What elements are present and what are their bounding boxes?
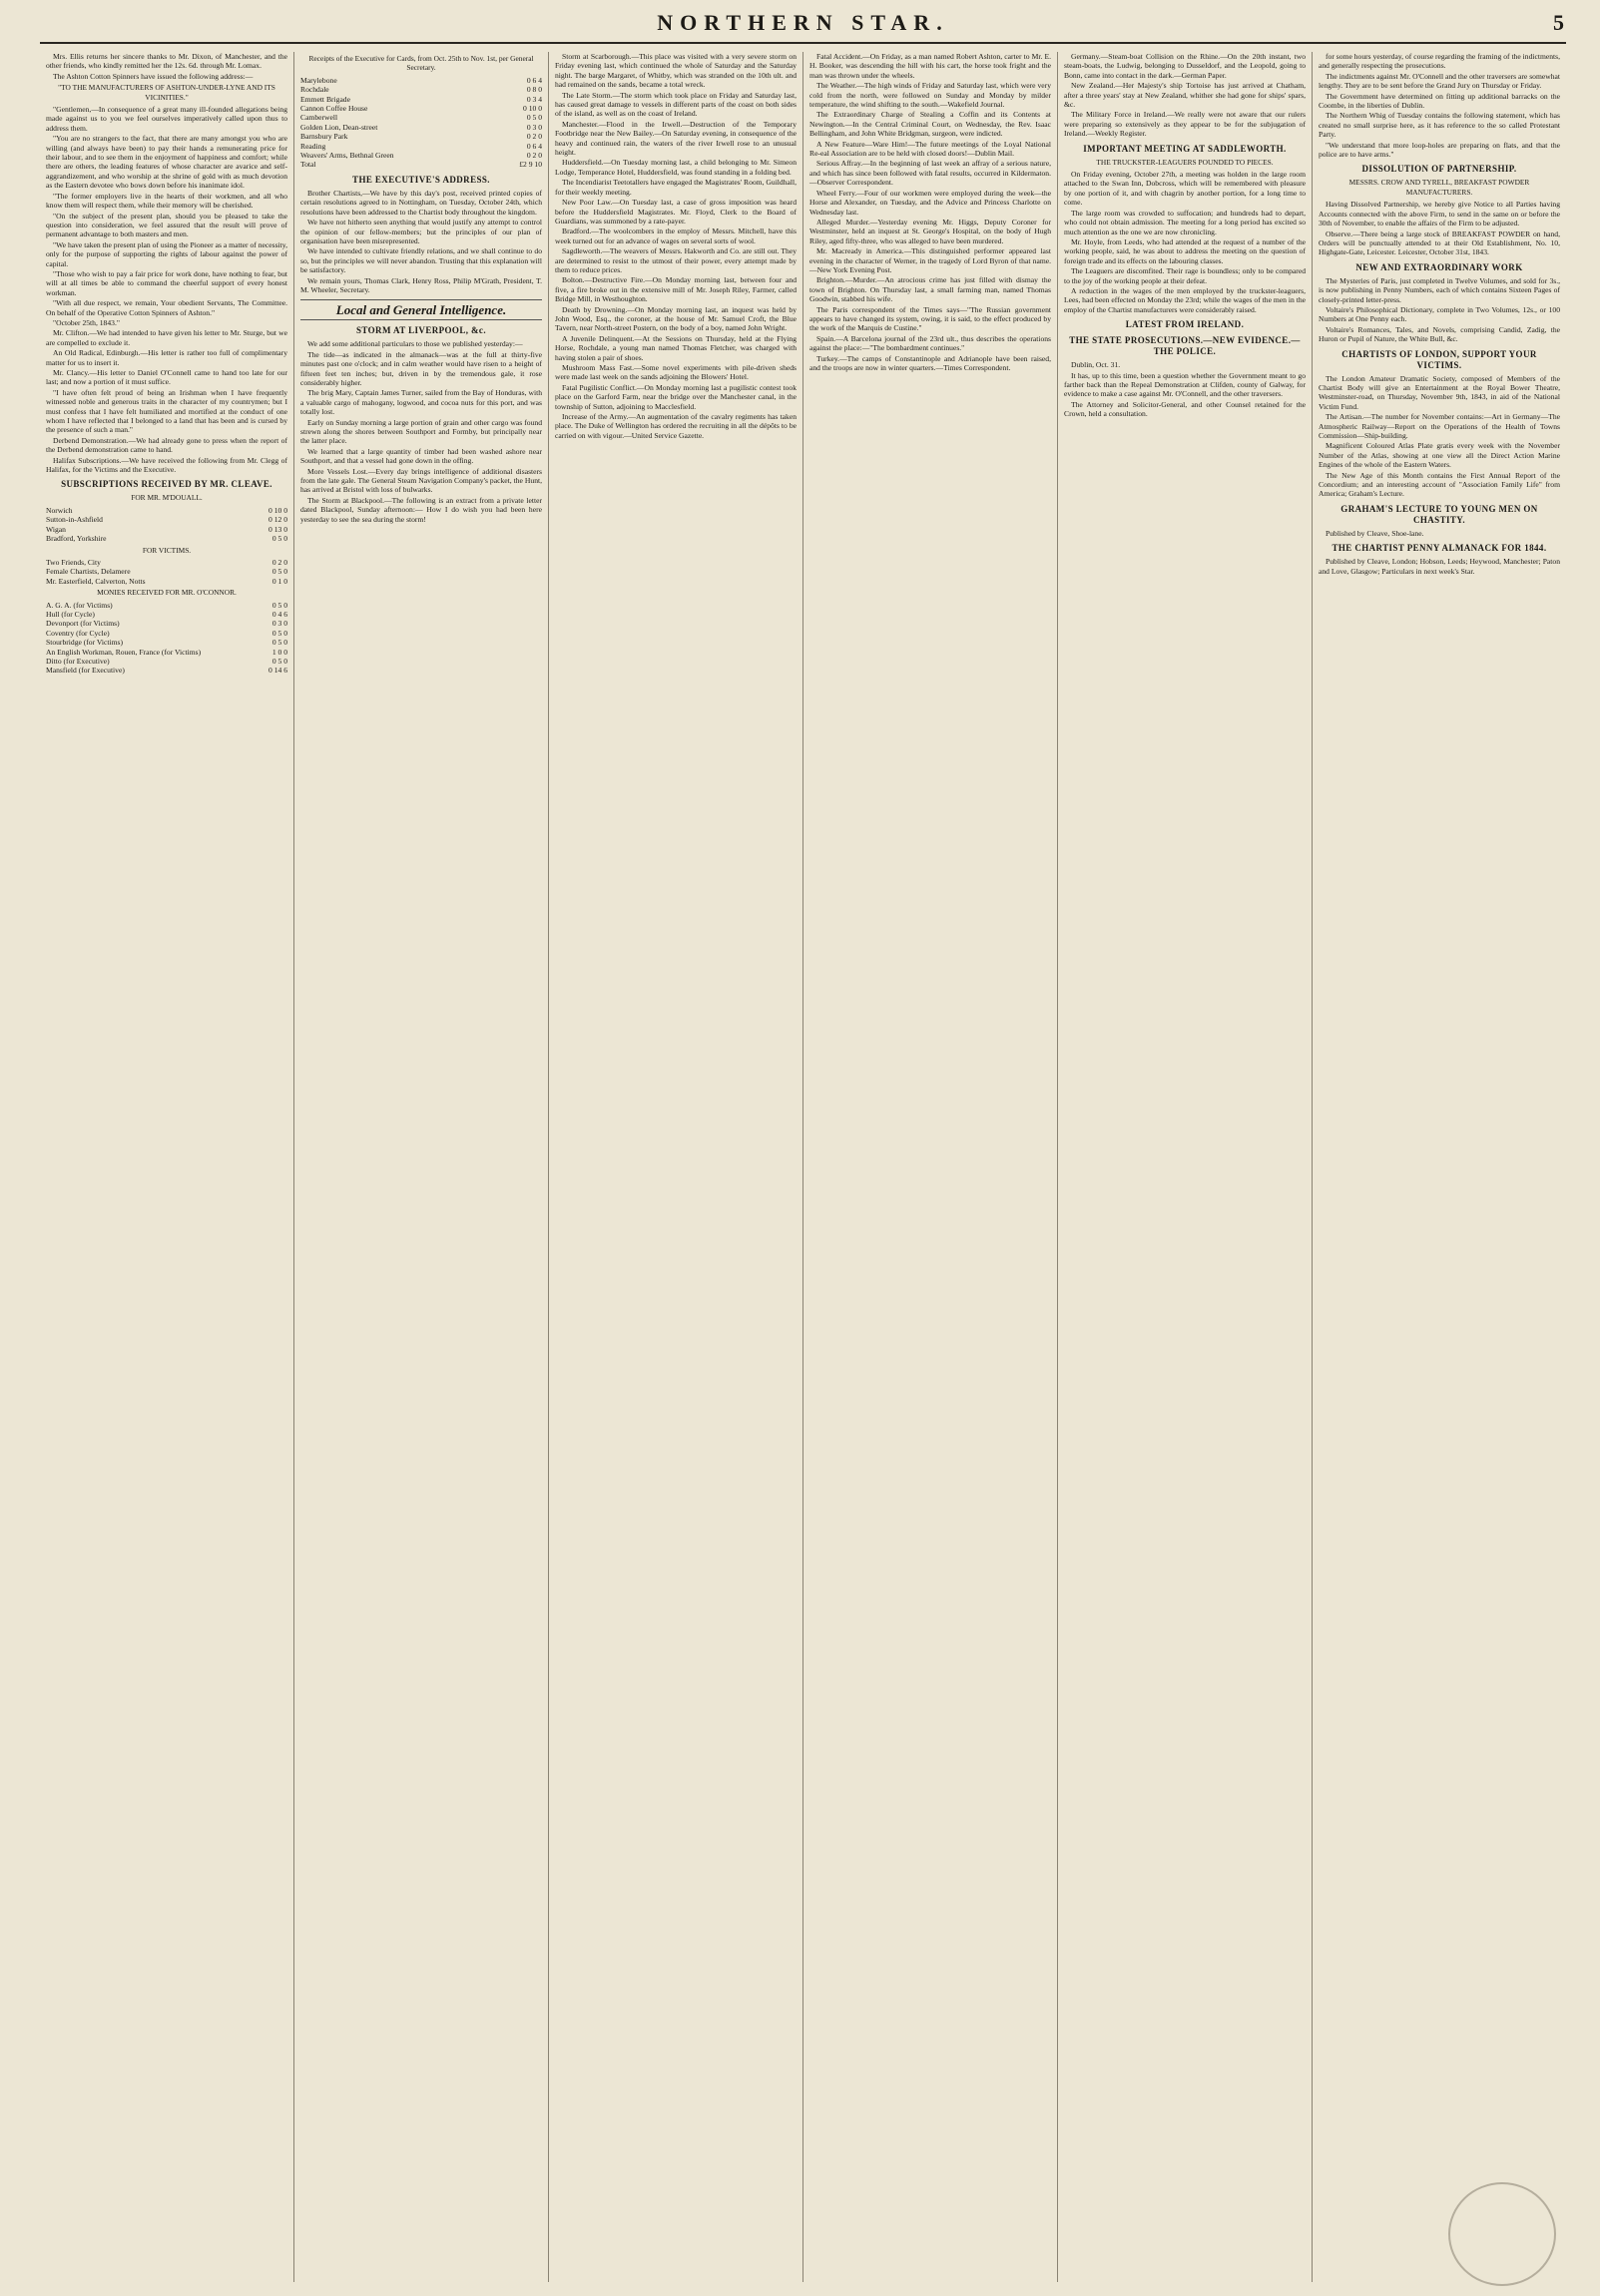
article-paragraph: The tide—as indicated in the almanack—was at the full at thirty-five minutes past one o'clock; and in calm weather would have risen to a height of fifteen feet ten inches; but, driven in by the tremendous gale, it rose considerably higher. [300,349,542,387]
article-paragraph: Death by Drowning.—On Monday morning last, an inquest was held by John Wood, Esq., the coroner, at the house of Mr. Samuel Croft, the Blue Tavern, near North-street Postern, on the body of a boy, named John Wright. [555,304,797,333]
article-paragraph: for some hours yesterday, of course regarding the framing of the indictments, and generally respecting the prosecutions. [1319,52,1560,71]
article-paragraph: The Ashton Cotton Spinners have issued the following address:— [53,71,254,81]
ledger-label: Devonport (for Victims) [46,619,120,629]
page-number: 5 [1553,10,1564,35]
article-paragraph: Mr. Clancy.—His letter to Daniel O'Connell came to hand too late for our last; and now a portion of it must suffice. [46,368,287,387]
ledger-label: Total [300,160,316,170]
article-paragraph: The Storm at Blackpool.—The following is an extract from a private letter dated Blackpool, Sunday afternoon:— How I do wish you had been here yesterday to see the sea during the storm! [300,495,542,524]
article-paragraph: Fatal Accident.—On Friday, as a man named Robert Ashton, carter to Mr. E. H. Booker, was descending the hill with his cart, the horse took fright and the man was thrown under the wheels. [809,52,1051,80]
ledger-amount: 0 5 0 [271,534,287,544]
ledger-amount: £2 9 10 [519,160,542,170]
ledger-row [46,648,287,657]
ledger-row [46,534,287,543]
ledger-amount: 0 10 0 [523,104,542,114]
article-paragraph: The large room was crowded to suffocation; and hundreds had to depart, who could not obtain admission. The meeting for a long period has excited so much attention as the one we are now chronicling. [1064,208,1306,236]
article-paragraph: Turkey.—The camps of Constantinople and Adrianople have been raised, and the troops are now in winter quarters.—Times Correspondent. [809,353,1051,372]
article-paragraph: Mr. Hoyle, from Leeds, who had attended at the request of a number of the working people, said, he was about to address the meeting on the question of foreign trade and its effects on the labouring classes. [1064,236,1306,265]
article-heading: THE STATE PROSECUTIONS.—NEW EVIDENCE.—THE POLICE. [1069,335,1301,357]
article-paragraph: "October 25th, 1843." [53,317,120,327]
article-paragraph: The Extraordinary Charge of Stealing a Coffin and its Contents at Newington.—In the Central Criminal Court, on Wednesday, the Rev. Isaac Bellingham, and John White Bridgman, surgeon, were indicted. [809,110,1051,139]
ledger-row [300,142,542,151]
ledger-row [46,610,287,619]
article-paragraph: "We understand that more loop-holes are preparing on flats, and that the police are to have arms." [1319,140,1560,160]
ledger-amount: 0 12 0 [268,515,287,525]
ledger-row [300,76,542,85]
article-paragraph: "We have taken the present plan of using the Pioneer as a matter of necessity, only for the purpose of supporting the rights of labour against the power of capital. [46,239,287,268]
article-paragraph: "I have often felt proud of being an Irishman when I have frequently witnessed noble and generous traits in the character of my countrymen; but I must confess that I have felt humiliated and mortified at the conduct of one whom I have reflected that I belonged to a land that has been and is cursed by the presence of such a man." [46,387,287,435]
ledger-row [46,657,287,666]
article-paragraph: A New Feature—Ware Him!—The future meetings of the Loyal National Re-eal Association are to be held with closed doors!—Dublin Mail. [809,139,1051,159]
article-paragraph: It has, up to this time, been a question whether the Government meant to go farther back than the Repeal Demonstration at Clifden, county of Galway, for evidence to make a case against Mr. O'Connell, and the other traversers. [1064,370,1306,399]
article-paragraph: Observe.—There being a large stock of BREAKFAST POWDER on hand, Orders will be punctually attended to at their Old Establishment, No. 10, Highgate-Gate, Leicester. Leicester, October 31st, 1843. [1319,229,1560,257]
article-paragraph: The Late Storm.—The storm which took place on Friday and Saturday last, has caused great damage to vessels in different parts of the coast on both sides of the island, as well as on the coast of Ireland. [555,90,797,119]
article-paragraph: We have not hitherto seen anything that would justify any attempt to control the opinion of our fellow-members; but the principles of our plan of organisation have been misrepresented. [300,218,542,245]
columns [40,52,1566,2282]
article-heading: THE EXECUTIVE'S ADDRESS. [352,174,490,185]
article-paragraph: Fatal Pugilistic Conflict.—On Monday morning last a pugilistic contest took place on the Garford Farm, near the bridge over the Manchester canal, in the township of Sutton, adjoining to Macclesfield. [555,382,797,411]
article-heading: "TO THE MANUFACTURERS OF ASHTON-UNDER-LYNE AND ITS VICINITIES." [58,83,275,102]
ledger-label: Cannon Coffee House [300,104,368,114]
ledger-label: Camberwell [300,113,338,123]
ledger-amount: 0 5 0 [271,638,287,648]
article-paragraph: We add some additional particulars to those we published yesterday:— [307,339,523,349]
column-3 [548,52,802,2282]
article-paragraph: Mrs. Ellis returns her sincere thanks to Mr. Dixon, of Manchester, and the other friends, who kindly remitted her the 12s. 6d. through Mr. Lomax. [46,52,287,71]
column-2 [293,52,548,2282]
article-paragraph: On Friday evening, October 27th, a meeting was holden in the large room attached to the Swan Inn, Dobcross, which will be remembered with pleasure by one portion of it, and with chagrin by another portion, for a long time to come. [1064,170,1306,208]
ledger-label: Sutton-in-Ashfield [46,515,103,525]
article-paragraph: The Incendiarist Teetotallers have engaged the Magistrates' Room, Guildhall, for their weekly meeting. [555,178,797,197]
article-paragraph: Bolton.—Destructive Fire.—On Monday morning last, between four and five, a fire broke out in the extensive mill of Mr. Joseph Riley, Farmer, called Bridge Mill, in Westhoughton. [555,275,797,304]
ledger-label: A. G. A. (for Victims) [46,600,113,610]
article-heading: THE CHARTIST PENNY ALMANACK FOR 1844. [1332,543,1547,554]
article-paragraph: "On the subject of the present plan, should you be pleased to take the question into consideration, we feel assured that the result will prove of permanent advantage to both masters and men. [46,211,287,239]
article-heading: DISSOLUTION OF PARTNERSHIP. [1361,164,1517,175]
article-paragraph: Mr. Macready in America.—This distinguished performer appeared last evening in the character of Werner, in the tragedy of Lord Byron of that name.—New York Evening Post. [809,246,1051,274]
ledger-row [46,619,287,628]
ledger-row [300,123,542,132]
article-paragraph: Dublin, Oct. 31. [1071,360,1121,370]
article-paragraph: Magnificent Coloured Atlas Plate gratis every week with the November Number of the Atlas, showing at one view all the Direct Action Marine Engines of the whole of the Eastern Waters. [1319,441,1560,470]
article-paragraph: A Juvenile Delinquent.—At the Sessions on Thursday, held at the Flying Horse, Rochdale, a young man named Thomas Fletcher, was charged with having stolen a pair of shoes. [555,333,797,362]
ledger-amount: 0 3 0 [526,122,542,132]
article-paragraph: We learned that a large quantity of timber had been washed ashore near Southport, and that a vessel had gone down in the offing. [300,446,542,466]
column-1 [40,52,293,2282]
article-paragraph: "You are no strangers to the fact, that there are many amongst you who are willing (and always have been) to pay their hands a remunerating price for their labour, and to see them in the enjoyment of happiness and comfort; while there are others, the leading features of whose character are avarice and self-aggrandizement, and who worship at the shrine of gold with as much devotion as the Eastern devotee who bows down before his inanimate idol. [46,134,287,191]
article-paragraph: The London Amateur Dramatic Society, composed of Members of the Chartist Body will give an Entertainment at the Royal Bower Theatre, Westminster-road, on Thursday, November 9th, 1843, in aid of the National Victim Fund. [1319,373,1560,411]
ledger-amount: 0 5 0 [526,113,542,123]
ledger-amount: 0 8 0 [526,85,542,95]
ledger-label: Wigan [46,524,66,534]
article-heading: SUBSCRIPTIONS RECEIVED BY MR. CLEAVE. [61,479,272,490]
ledger-amount: 0 2 0 [271,557,287,567]
article-paragraph: Published by Cleave, London; Hobson, Leeds; Heywood, Manchester; Paton and Love, Glasgow; Particulars in next week's Star. [1319,557,1560,576]
library-stamp [1448,2182,1556,2286]
ledger-label: Marylebone [300,75,337,85]
article-paragraph: Storm at Scarborough.—This place was visited with a very severe storm on Friday evening last, which continued the whole of Saturday and the Saturday night. The barge Margaret, of Whitby, which was stranded on the 10th ult. and had remained on the sands, became a total wreck. [555,52,797,90]
article-heading: THE TRUCKSTER-LEAGUERS POUNDED TO PIECES. [1096,157,1274,167]
column-6 [1312,52,1566,2282]
ledger-row [46,577,287,586]
article-heading: Receipts of the Executive for Cards, from Oct. 25th to Nov. 1st, per General Secretary. [308,54,534,73]
ledger-row [300,95,542,104]
article-paragraph: The Leaguers are discomfited. Their rage is boundless; only to be compared to the joy of the working people at their defeat. [1064,266,1306,285]
ledger-row [300,85,542,94]
ledger-amount: 0 2 0 [526,132,542,142]
article-paragraph: Increase of the Army.—An augmentation of the cavalry regiments has taken place. The Duke of Wellington has ordered the recruiting in all the dépôts to be carried on with vigour.—United Service Gazette. [555,412,797,440]
article-paragraph: New Zealand.—Her Majesty's ship Tortoise has just arrived at Chatham, after a three years' stay at New Zealand, whither she had gone for ships' spars, &c. [1064,81,1306,110]
article-paragraph: New Poor Law.—On Tuesday last, a case of gross imposition was heard before the Huddersfield Magistrates. Mr. Floyd, Clerk to the Board of Guardians, was summoned by a rate-payer. [555,198,797,226]
article-paragraph: "With all due respect, we remain, Your obedient Servants, The Committee. On behalf of the Operative Cotton Spinners of Ashton." [46,298,287,317]
ledger-row [300,113,542,122]
ledger-label: Reading [300,141,326,151]
ledger-label: Stourbridge (for Victims) [46,638,124,648]
ledger-label: Two Friends, City [46,557,101,567]
article-heading: FOR MR. M'DOUALL. [131,493,203,503]
article-paragraph: Bradford.—The woolcombers in the employ of Messrs. Mitchell, have this week turned out for an advance of wages on several sorts of wool. [555,227,797,245]
ledger-amount: 0 13 0 [268,524,287,534]
article-paragraph: Having Dissolved Partnership, we hereby give Notice to all Parties having Accounts connected with the above Firm, to send in the same on or before the 30th of November, to enable the affairs of the Firm to be adjusted. [1319,200,1560,229]
article-paragraph: More Vessels Lost.—Every day brings intelligence of additional disasters from the late gale. The General Steam Navigation Company's packet, the Hunt, has arrived at Bristol with loss of bulwarks. [300,466,542,495]
article-paragraph: Alleged Murder.—Yesterday evening Mr. Higgs, Deputy Coroner for Westminster, held an inquest at St. George's Hospital, on the body of Hugh Riley, aged fifty-three, who was alleged to have been murdered. [809,217,1051,245]
article-paragraph: Wheel Ferry.—Four of our workmen were employed during the week—the Horse and Alexander, on Tuesday, and the Advice and Princess Charlotte on Wednesday last. [809,188,1051,217]
article-paragraph: The Paris correspondent of the Times says—"The Russian government appears to have changed its system, owing, it is said, to the effect produced by the work of the Marquis de Custine." [809,304,1051,333]
article-paragraph: The Weather.—The high winds of Friday and Saturday last, which were very cold from the north, were followed on Sunday and Monday by milder temperature, the wind shifting to the south.—Wakefield Journal. [809,81,1051,110]
ledger-label: Mr. Easterfield, Calverton, Notts [46,576,146,586]
article-paragraph: The Military Force in Ireland.—We really were not aware that our rulers were preparing so extensively as they appear to be for the subjugation of Ireland.—Weekly Register. [1064,110,1306,139]
ledger-amount: 0 1 0 [271,576,287,586]
ledger-row [46,567,287,576]
column-4 [802,52,1057,2282]
ledger-row [300,160,542,169]
article-paragraph: A reduction in the wages of the men employed by the truckster-leaguers, Lees, had been effected on Monday the 23rd; while the wages of the men in the employ of the Chartist manufacturers were considerably raised. [1064,285,1306,314]
masthead [40,8,1566,44]
ledger-amount: 0 3 0 [271,619,287,629]
article-paragraph: Manchester.—Flood in the Irwell.—Destruction of the Temporary Footbridge near the New Bailey.—On Saturday evening, in consequence of the heavy and continued rain, the waters of the river Irwell rose to an unusual height. [555,119,797,158]
ledger-label: Female Chartists, Delamere [46,567,131,577]
ledger-amount: 0 5 0 [271,567,287,577]
ledger-amount: 0 5 0 [271,600,287,610]
article-heading: MONIES RECEIVED FOR MR. O'CONNOR. [97,588,237,598]
ledger-row [46,525,287,534]
article-paragraph: Spain.—A Barcelona journal of the 23rd ult., thus describes the operations against the place:—"The bombardment continues." [809,333,1051,353]
ledger-label: Weavers' Arms, Bethnal Green [300,151,394,161]
article-paragraph: The Mysteries of Paris, just completed in Twelve Volumes, and sold for 3s., is now publishing in Penny Numbers, each of which contains Sixteen Pages of closely-printed letter-press. [1319,275,1560,304]
ledger-label: Mansfield (for Executive) [46,666,125,676]
article-paragraph: "The former employers live in the hearts of their workmen, and all who know them will respect them, while their memory will be cherished. [46,191,287,211]
article-paragraph: The Artisan.—The number for November contains:—Art in Germany—The Atmospheric Railway—Report on the Operations of the Health of Towns Commission—Ship-building. [1319,412,1560,440]
article-heading: NEW AND EXTRAORDINARY WORK [1355,261,1523,272]
article-paragraph: Derbend Demonstration.—We had already gone to press when the report of the Derbend demonstration came to hand. [46,435,287,455]
article-paragraph: The indictments against Mr. O'Connell and the other traversers are somewhat lengthy. They are to be sent before the Grand Jury on Thursday or Friday. [1319,71,1560,91]
article-paragraph: The Government have determined on fitting up additional barracks on the Coombe, in the liberties of Dublin. [1319,91,1560,111]
article-heading: STORM AT LIVERPOOL, &c. [356,325,486,336]
article-paragraph: The brig Mary, Captain James Turner, sailed from the Bay of Honduras, with a valuable cargo of mahogany, logwood, and cocoa nuts for this port, and was totally lost. [300,388,542,417]
ledger-amount: 1 0 0 [271,647,287,657]
ledger-label: Hull (for Cycle) [46,609,95,619]
article-paragraph: Germany.—Steam-boat Collision on the Rhine.—On the 20th instant, two steam-boats, the Ludwig, belonging to Dusseldorf, and the Leopold, going to Bonn, came into contact in the dark.—German Paper. [1064,52,1306,80]
ledger-label: Rochdale [300,85,329,95]
ledger-row [300,132,542,141]
ledger-row [46,515,287,524]
ledger-row [46,638,287,647]
ledger-label: Barnsbury Park [300,132,348,142]
article-paragraph: Sagdleworth.—The weavers of Messrs. Hakworth and Co. are still out. They are determined to resist to the utmost of their power, every attempt made by them to reduce prices. [555,246,797,274]
article-paragraph: Huddersfield.—On Tuesday morning last, a child belonging to Mr. Simeon Lodge, Temperance Hotel, Huddersfield, was found standing in a folding bed. [555,158,797,177]
ledger-row [46,666,287,675]
column-5 [1057,52,1312,2282]
article-heading: FOR VICTIMS. [142,545,192,555]
article-paragraph: Serious Affray.—In the beginning of last week an affray of a serious nature, and which has since been followed with fatal results, occurred in Kildermaton.—Observer Correspondent. [809,159,1051,188]
ledger-amount: 0 10 0 [268,505,287,515]
ledger-amount: 0 5 0 [271,656,287,666]
ledger-amount: 0 3 4 [526,94,542,104]
article-paragraph: We have intended to cultivate friendly relations, and we shall continue to do so, but the principles we will never abandon. Trusting that this explanation will be satisfactory. [300,246,542,275]
article-paragraph: An Old Radical, Edinburgh.—His letter is rather too full of complimentary matter for us to insert it. [46,348,287,367]
ledger-row [300,104,542,113]
ledger-label: Golden Lion, Dean-street [300,122,378,132]
ledger-row [46,558,287,567]
ledger-amount: 0 5 0 [271,628,287,638]
ledger-label: Coventry (for Cycle) [46,628,110,638]
article-paragraph: "Gentlemen,—In consequence of a great many ill-founded allegations being made against us to you we feel ourselves imperatively called upon thus to address them. [46,105,287,133]
ledger-amount: 0 6 4 [526,75,542,85]
article-paragraph: "Those who wish to pay a fair price for work done, have nothing to fear, but will at all times be able to command the cheerful support of every honest workman. [46,268,287,297]
article-paragraph: The Northern Whig of Tuesday contains the following statement, which has created no small surprise here, as it has reference to the so called Protestant Party. [1319,111,1560,140]
ledger-label: An English Workman, Rouen, France (for Victims) [46,647,202,657]
article-paragraph: Brother Chartists,—We have by this day's post, received printed copies of certain resolutions agreed to in Nottingham, on Tuesday, October 24th, which resolutions have been addressed to the Chartist body throughout the kingdom. [300,188,542,217]
ledger-row [46,601,287,610]
article-paragraph: Voltaire's Philosophical Dictionary, complete in Two Volumes, 12s., or 100 Numbers at One Penny each. [1319,304,1560,324]
article-heading: MESSRS. CROW AND TYRELL, BREAKFAST POWDER MANUFACTURERS. [1348,178,1530,197]
article-paragraph: Voltaire's Romances, Tales, and Novels, comprising Candid, Zadig, the Huron or Pupil of Nature, the White Bull, &c. [1319,324,1560,344]
ledger-label: Emmett Brigade [300,94,350,104]
ledger-row [46,629,287,638]
ledger-amount: 0 6 4 [526,141,542,151]
ledger-label: Ditto (for Executive) [46,656,110,666]
article-heading: LATEST FROM IRELAND. [1125,319,1245,330]
ledger-amount: 0 2 0 [526,151,542,161]
article-heading: GRAHAM'S LECTURE TO YOUNG MEN ON CHASTITY. [1340,503,1538,525]
article-paragraph: Mr. Clifton.—We had intended to have given his letter to Mr. Sturge, but we are compelled to exclude it. [46,328,287,347]
ledger-amount: 0 4 6 [271,609,287,619]
article-paragraph: Published by Cleave, Shoe-lane. [1326,528,1424,538]
article-heading: IMPORTANT MEETING AT SADDLEWORTH. [1083,143,1287,154]
article-paragraph: Early on Sunday morning a large portion of grain and other cargo was found strewn along the shores between Southport and Formby, but principally near the latter place. [300,417,542,446]
article-heading: CHARTISTS OF LONDON, SUPPORT YOUR VICTIMS. [1341,348,1537,370]
article-paragraph: Halifax Subscriptions.—We have received the following from Mr. Clegg of Halifax, for the Victims and the Executive. [46,455,287,475]
article-paragraph: Mushroom Mass Fast.—Some novel experiments with pile-driven sheds were made last week on the sands adjoining the Blowers' Hotel. [555,363,797,382]
article-paragraph: The Attorney and Solicitor-General, and other Counsel retained for the Crown, held a consultation. [1064,399,1306,419]
article-paragraph: Brighton.—Murder.—An atrocious crime has just filled with dismay the town of Brighton. On Thursday last, a small farming man, named Thomas Goodwin, stabbed his wife. [809,275,1051,304]
ledger-row [46,506,287,515]
article-paragraph: We remain yours, Thomas Clark, Henry Ross, Philip M'Grath, President, T. M. Wheeler, Secretary. [300,275,542,294]
ledger-label: Norwich [46,505,73,515]
ledger-row [300,151,542,160]
section-header: Local and General Intelligence. [300,299,542,320]
masthead-title: NORTHERN STAR. [657,10,949,35]
ledger-amount: 0 14 6 [268,666,287,676]
article-paragraph: The New Age of this Month contains the First Annual Report of the Concordium; and an interesting account of "Association Family Life" from America; Graham's Lecture. [1319,470,1560,499]
ledger-label: Bradford, Yorkshire [46,534,107,544]
